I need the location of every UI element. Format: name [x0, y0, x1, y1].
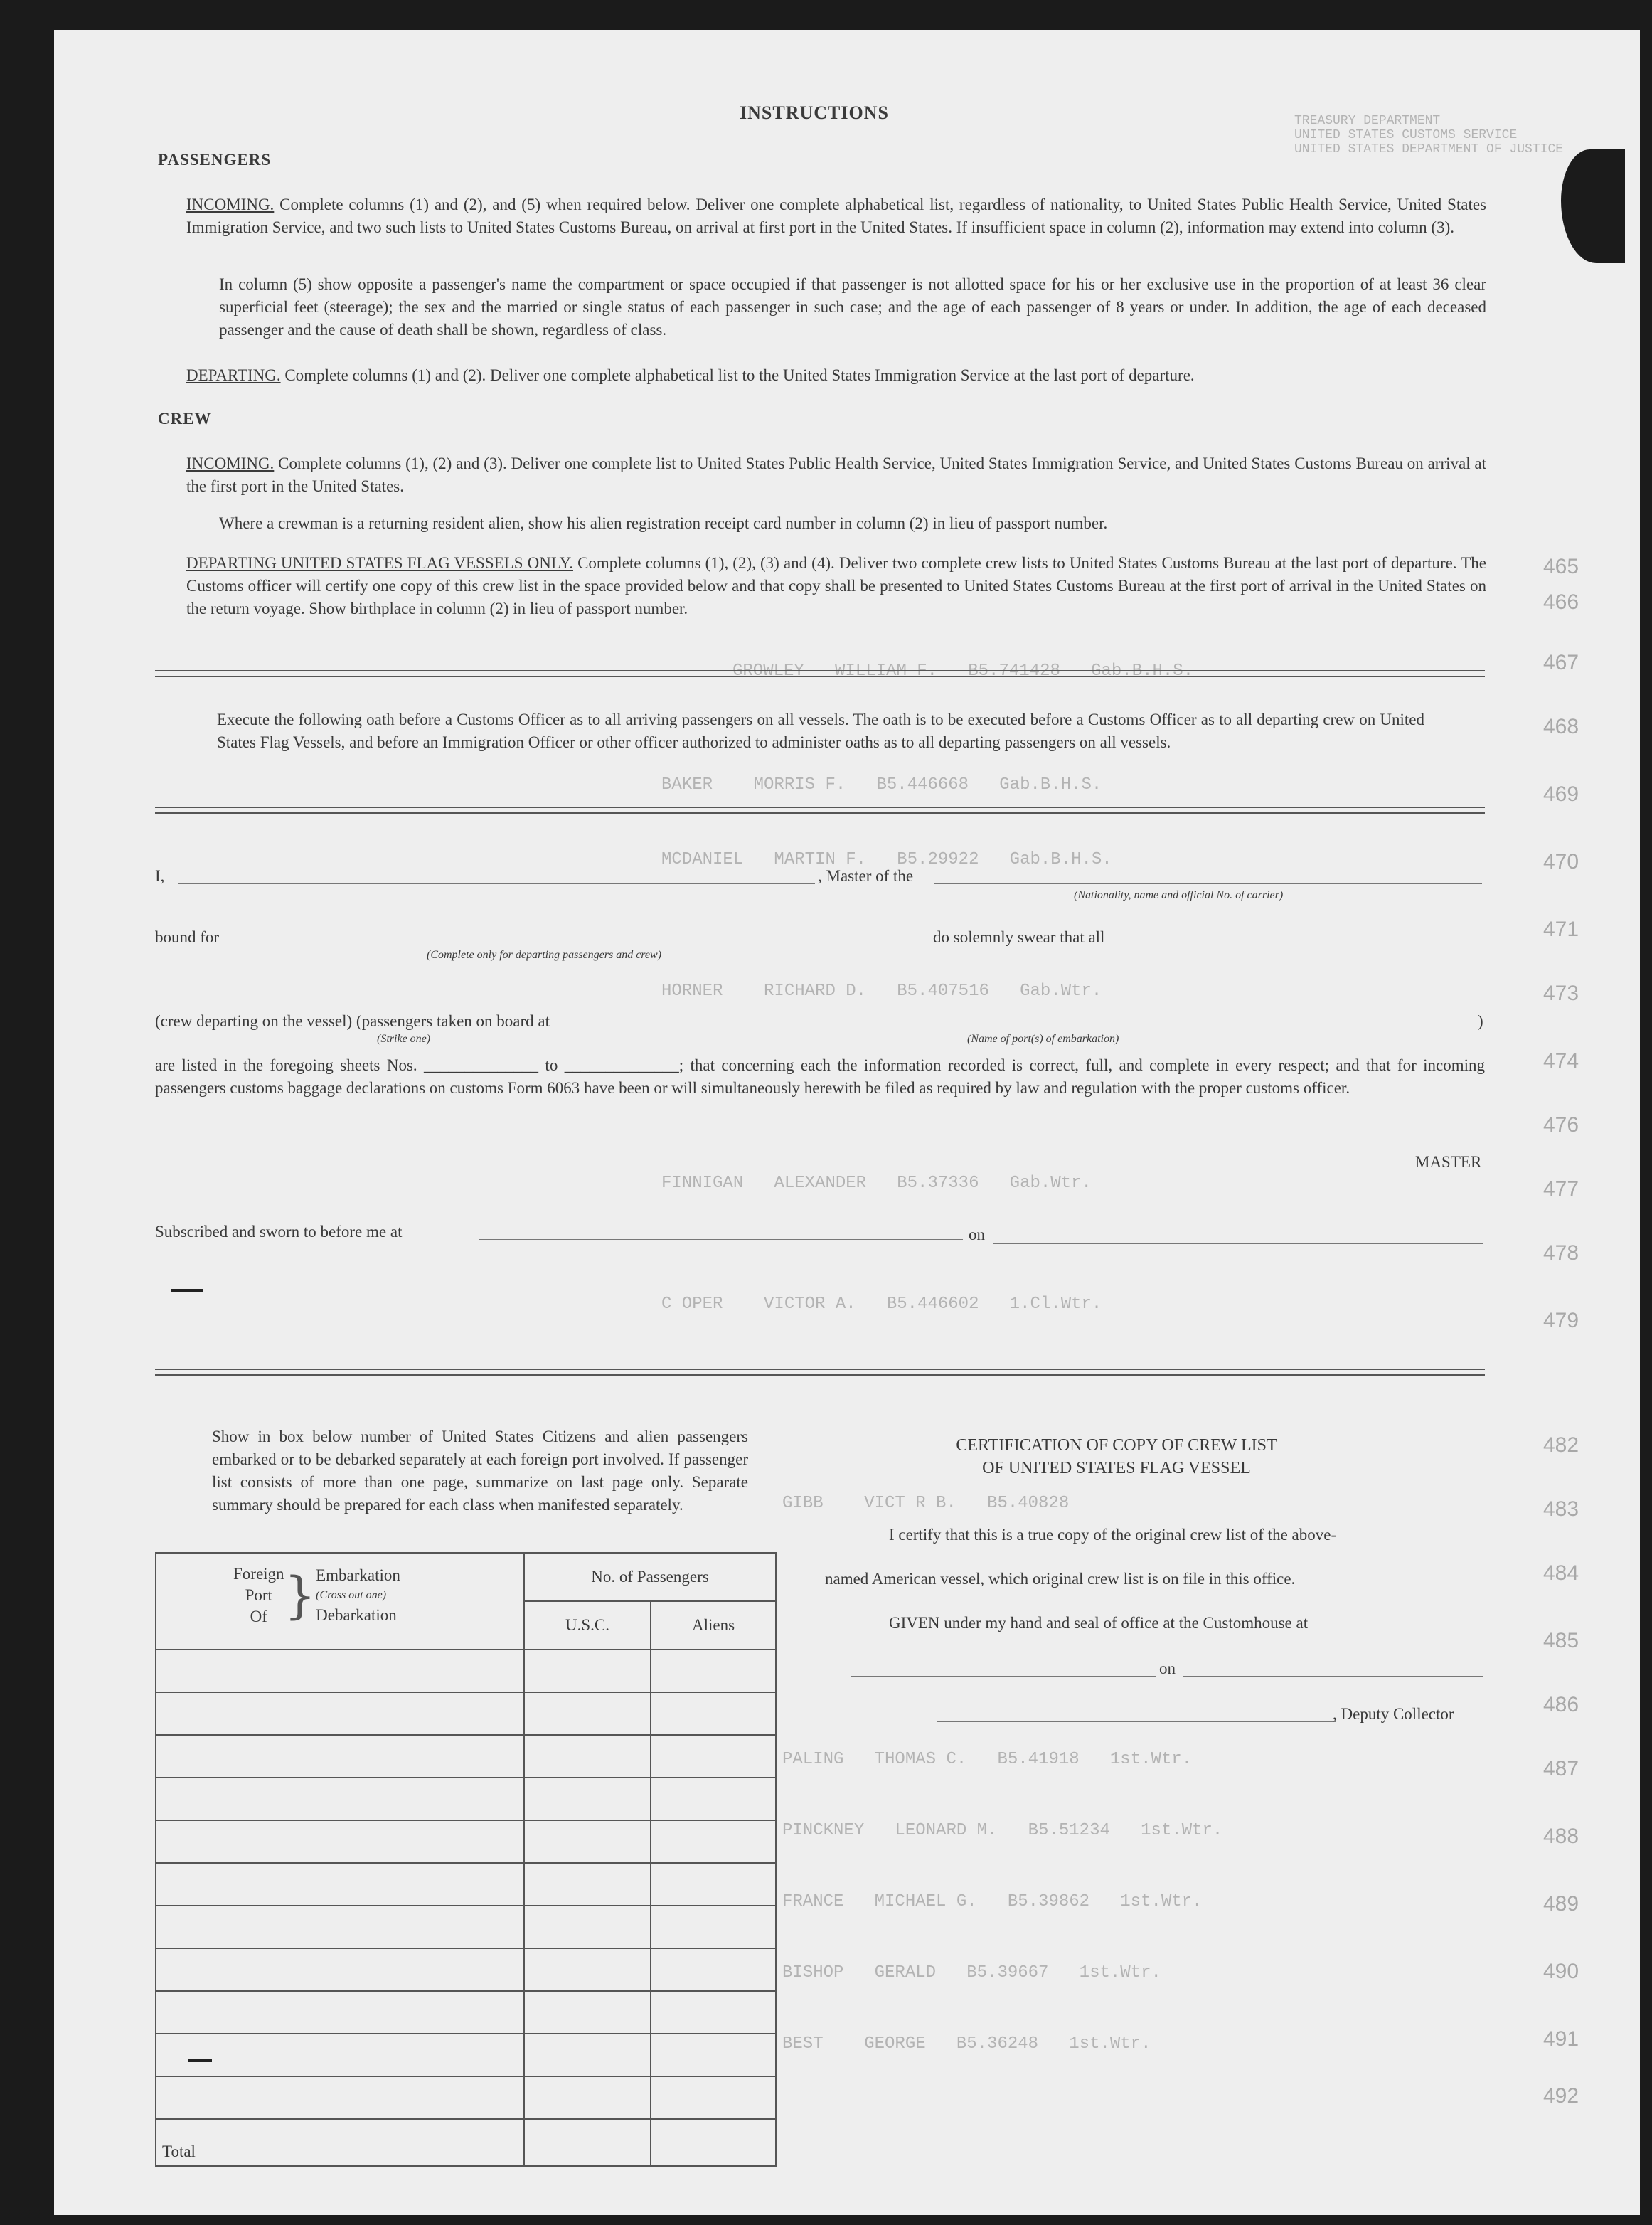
passengers-departing-text: Complete columns (1) and (2). Deliver one complete alphabetical list to the United States Immigration Service at the last port of departure. — [284, 366, 1195, 384]
section-divider — [155, 676, 1485, 677]
usc-cell[interactable] — [524, 1863, 651, 1906]
crew-departing-clause: (crew departing on the vessel) (passengers taken on board at — [155, 1012, 550, 1030]
aliens-total-cell[interactable] — [651, 2119, 776, 2166]
table-row — [156, 1820, 776, 1863]
oath-intro-paragraph: Execute the following oath before a Customs Officer as to all arriving passengers on all vessels. The oath is to be executed before a Customs Officer as to all departing crew on United States Flag Vessels, and before an Immigration Officer or other officer authorized to administer oaths as to all departing passengers on all vessels. — [217, 711, 1424, 751]
crew-incoming-text: Complete columns (1), (2) and (3). Deliver one complete list to United States Public Health Service, United States Immigration Service, and United States Customs Bureau on arrival at the first port in the United States. — [186, 455, 1487, 495]
table-row — [156, 1863, 776, 1906]
table-header-row — [156, 1553, 776, 1601]
crew-resident-alien-paragraph: Where a crewman is a returning resident alien, show his alien registration receipt card number in column (2) in lieu of passport number. — [219, 514, 1108, 532]
aliens-cell[interactable] — [651, 2034, 776, 2076]
port-cell[interactable] — [156, 1735, 524, 1778]
closing-paren: ) — [1478, 1012, 1483, 1030]
margin-number: 466 — [1543, 590, 1579, 614]
carrier-field[interactable] — [934, 883, 1482, 884]
margin-number: 491 — [1543, 2027, 1579, 2051]
section-divider — [155, 807, 1485, 808]
given-text: GIVEN under my hand and seal of office at the Customhouse at — [889, 1614, 1309, 1632]
certification-title-line1: CERTIFICATION OF COPY OF CREW LIST — [956, 1436, 1277, 1455]
ink-mark — [171, 1289, 203, 1292]
bleed-through-row: C OPER VICTOR A. B5.446602 1.Cl.Wtr. — [661, 1295, 1102, 1314]
bleed-through-row: BEST GEORGE B5.36248 1st.Wtr. — [782, 2034, 1151, 2054]
passenger-summary-table — [155, 1552, 777, 2167]
usc-cell[interactable] — [524, 1650, 651, 1692]
usc-cell[interactable] — [524, 1948, 651, 1991]
port-cell[interactable] — [156, 2076, 524, 2119]
total-row — [156, 2119, 776, 2166]
foreign-label: Foreign — [233, 1565, 284, 1583]
sworn-date-field[interactable] — [993, 1243, 1483, 1244]
bleed-through-row: HORNER RICHARD D. B5.407516 Gab.Wtr. — [661, 982, 1102, 1001]
certification-date-field[interactable] — [1183, 1676, 1483, 1677]
crew-departing-label: DEPARTING UNITED STATES FLAG VESSELS ONLY. — [186, 554, 573, 572]
margin-number: 478 — [1543, 1241, 1579, 1265]
aliens-header: Aliens — [651, 1601, 776, 1650]
aliens-cell[interactable] — [651, 1991, 776, 2034]
aliens-cell[interactable] — [651, 1948, 776, 1991]
of-label: Of — [250, 1608, 267, 1625]
margin-number: 471 — [1543, 918, 1579, 941]
usc-cell[interactable] — [524, 1820, 651, 1863]
port-cell[interactable] — [156, 1692, 524, 1735]
margin-number: 465 — [1543, 555, 1579, 578]
master-of-label: , Master of the — [818, 867, 914, 885]
bound-for-label: bound for — [155, 928, 220, 946]
bleed-through-row: FINNIGAN ALEXANDER B5.37336 Gab.Wtr. — [661, 1174, 1092, 1193]
certify-line-1: I certify that this is a true copy of the original crew list of the above- — [889, 1526, 1337, 1544]
table-row — [156, 1692, 776, 1735]
port-header-cell — [156, 1553, 524, 1650]
aliens-cell[interactable] — [651, 1906, 776, 1948]
strike-one-hint: (Strike one) — [377, 1033, 431, 1045]
aliens-cell[interactable] — [651, 1863, 776, 1906]
certify-line-2: named American vessel, which original crew list is on file in this office. — [825, 1570, 1296, 1588]
usc-cell[interactable] — [524, 1991, 651, 2034]
margin-number: 488 — [1543, 1825, 1579, 1848]
crew-heading: CREW — [158, 410, 212, 428]
bleed-through-row: GROWLEY WILLIAM F. B5.741428 Gab.B.H.S. — [732, 662, 1194, 681]
passengers-incoming-label: INCOMING. — [186, 196, 275, 213]
bleed-through-row: BISHOP GERALD B5.39667 1st.Wtr. — [782, 1963, 1161, 1982]
passengers-heading: PASSENGERS — [158, 151, 272, 169]
bleed-through-row: MCDANIEL MARTIN F. B5.29922 Gab.B.H.S. — [661, 850, 1112, 869]
section-divider — [155, 1374, 1485, 1376]
usc-cell[interactable] — [524, 1906, 651, 1948]
usc-total-cell[interactable] — [524, 2119, 651, 2166]
total-label: Total — [156, 2119, 524, 2166]
usc-cell[interactable] — [524, 1778, 651, 1820]
margin-number: 477 — [1543, 1177, 1579, 1201]
aliens-cell[interactable] — [651, 1820, 776, 1863]
bleed-through-header: TREASURY DEPARTMENT UNITED STATES CUSTOMS SERVICE UNITED STATES DEPARTMENT OF JUSTICE — [1294, 114, 1564, 156]
table-row — [156, 1650, 776, 1692]
section-divider — [155, 1369, 1485, 1370]
embarkation-label: Embarkation — [316, 1566, 400, 1584]
table-row — [156, 2034, 776, 2076]
bleed-through-row: PALING THOMAS C. B5.41918 1st.Wtr. — [782, 1750, 1193, 1769]
deputy-collector-label: , Deputy Collector — [1333, 1705, 1454, 1723]
table-row — [156, 1991, 776, 2034]
master-name-field[interactable] — [178, 883, 815, 884]
margin-number: 489 — [1543, 1892, 1579, 1916]
port-cell[interactable] — [156, 2034, 524, 2076]
passengers-incoming-text: Complete columns (1) and (2), and (5) when required below. Deliver one complete alphabetical list, regardless of nationality, to United States Public Health Service, United States Immigration Service, and two such lists to United States Customs Bureau, on arrival at first port in the United States. If insufficient space in column (2), information may extend into column (3). — [186, 196, 1487, 236]
margin-number: 474 — [1543, 1049, 1579, 1073]
margin-number: 470 — [1543, 850, 1579, 873]
port-cell[interactable] — [156, 1863, 524, 1906]
master-label: MASTER — [1415, 1153, 1482, 1171]
margin-number-column — [1543, 555, 1593, 579]
port-cell[interactable] — [156, 1991, 524, 2034]
aliens-cell[interactable] — [651, 1735, 776, 1778]
port-label: Port — [245, 1586, 272, 1604]
ink-mark — [188, 2059, 212, 2062]
usc-cell[interactable] — [524, 2076, 651, 2119]
crew-departing-text: Complete columns (1), (2), (3) and (4). Deliver two complete crew lists to United States Customs Bureau at the last port of departure. The Customs officer will certify one copy of this crew list in the space provided below and that copy shall be presented to United States Customs Bureau at the first port of arrival in the United States on the return voyage. Show birthplace in column (2) in lieu of passport number. — [186, 554, 1486, 617]
summary-instructions: Show in box below number of United States Citizens and alien passengers embarked or to be debarked separately at each foreign port involved. If passenger list consists of more than one page, summarize on last page only. Separate summary should be prepared for each class when manifested separately. — [212, 1428, 748, 1514]
no-of-passengers-header: No. of Passengers — [524, 1553, 776, 1601]
port-cell[interactable] — [156, 1948, 524, 1991]
subscribed-label: Subscribed and sworn to before me at — [155, 1223, 403, 1241]
crew-incoming-paragraph — [186, 452, 1486, 498]
aliens-cell[interactable] — [651, 1650, 776, 1692]
bound-for-hint: (Complete only for departing passengers and crew) — [427, 949, 662, 961]
aliens-cell[interactable] — [651, 1778, 776, 1820]
solemnly-swear-text: do solemnly swear that all — [933, 928, 1105, 946]
margin-number: 483 — [1543, 1497, 1579, 1521]
port-cell[interactable] — [156, 1650, 524, 1692]
port-cell[interactable] — [156, 1778, 524, 1820]
margin-number: 487 — [1543, 1757, 1579, 1780]
margin-number: 492 — [1543, 2084, 1579, 2108]
certification-title-line2: OF UNITED STATES FLAG VESSEL — [982, 1459, 1251, 1477]
sworn-place-field[interactable] — [479, 1239, 963, 1240]
usc-header: U.S.C. — [524, 1601, 651, 1650]
aliens-cell[interactable] — [651, 1692, 776, 1735]
debarkation-label: Debarkation — [316, 1606, 397, 1624]
passengers-incoming-paragraph — [186, 193, 1486, 239]
customhouse-place-field[interactable] — [851, 1676, 1156, 1677]
usc-cell[interactable] — [524, 2034, 651, 2076]
table-row — [156, 1948, 776, 1991]
aliens-cell[interactable] — [651, 2076, 776, 2119]
table-row — [156, 2076, 776, 2119]
margin-number: 476 — [1543, 1113, 1579, 1137]
deputy-collector-signature-field[interactable] — [937, 1721, 1336, 1722]
bleed-through-row: BAKER MORRIS F. B5.446668 Gab.B.H.S. — [661, 775, 1102, 795]
section-divider — [155, 670, 1485, 671]
passengers-column5-paragraph: In column (5) show opposite a passenger's name the compartment or space occupied if that passenger is not allotted space for his or her exclusive use in the proportion of at least 36 clear superficial feet (steerage); the sex and the married or single status of each passenger in such case; and the age of each passenger of 8 years or under. In addition, the age of each deceased passenger and the cause of death shall be shown, regardless of class. — [219, 275, 1486, 339]
certification-title — [924, 1434, 1309, 1480]
sworn-on-label: on — [969, 1226, 985, 1243]
brace-symbol: } — [284, 1566, 316, 1625]
margin-number: 469 — [1543, 782, 1579, 806]
margin-number: 484 — [1543, 1561, 1579, 1585]
table-row — [156, 1906, 776, 1948]
margin-number: 490 — [1543, 1960, 1579, 1983]
ports-hint: (Name of port(s) of embarkation) — [967, 1033, 1119, 1045]
listed-sheets-paragraph: are listed in the foregoing sheets Nos. ______________ to ______________; that concerning each the information recorded is correct, full, and complete in every respect; and that for incoming passengers customs baggage declarations on customs Form 6063 have been or will simultaneously herewith be filed as required by law and regulation with the proper customs officer. — [155, 1056, 1485, 1097]
margin-number: 468 — [1543, 715, 1579, 738]
crew-incoming-label: INCOMING. — [186, 455, 275, 472]
margin-number: 486 — [1543, 1693, 1579, 1716]
usc-cell[interactable] — [524, 1692, 651, 1735]
page-title: INSTRUCTIONS — [740, 102, 889, 123]
crew-departing-paragraph — [186, 552, 1486, 620]
table-row — [156, 1735, 776, 1778]
certification-on-label: on — [1159, 1660, 1176, 1677]
bleed-through-row: FRANCE MICHAEL G. B5.39862 1st.Wtr. — [782, 1892, 1203, 1911]
oath-i-label: I, — [155, 867, 165, 885]
passengers-departing-label: DEPARTING. — [186, 366, 281, 384]
section-divider — [155, 812, 1485, 814]
margin-number: 485 — [1543, 1629, 1579, 1652]
bleed-through-row: GIBB VICT R B. B5.40828 — [782, 1494, 1070, 1513]
bleed-through-row: PINCKNEY LEONARD M. B5.51234 1st.Wtr. — [782, 1821, 1223, 1840]
margin-number: 467 — [1543, 651, 1579, 674]
port-cell[interactable] — [156, 1820, 524, 1863]
table-row — [156, 1778, 776, 1820]
carrier-hint: (Nationality, name and official No. of carrier) — [1074, 889, 1284, 901]
passengers-departing-paragraph — [186, 364, 1486, 387]
usc-cell[interactable] — [524, 1735, 651, 1778]
margin-number: 482 — [1543, 1433, 1579, 1457]
margin-number: 473 — [1543, 982, 1579, 1005]
port-cell[interactable] — [156, 1906, 524, 1948]
cross-out-hint: (Cross out one) — [316, 1589, 387, 1601]
margin-number: 479 — [1543, 1309, 1579, 1332]
